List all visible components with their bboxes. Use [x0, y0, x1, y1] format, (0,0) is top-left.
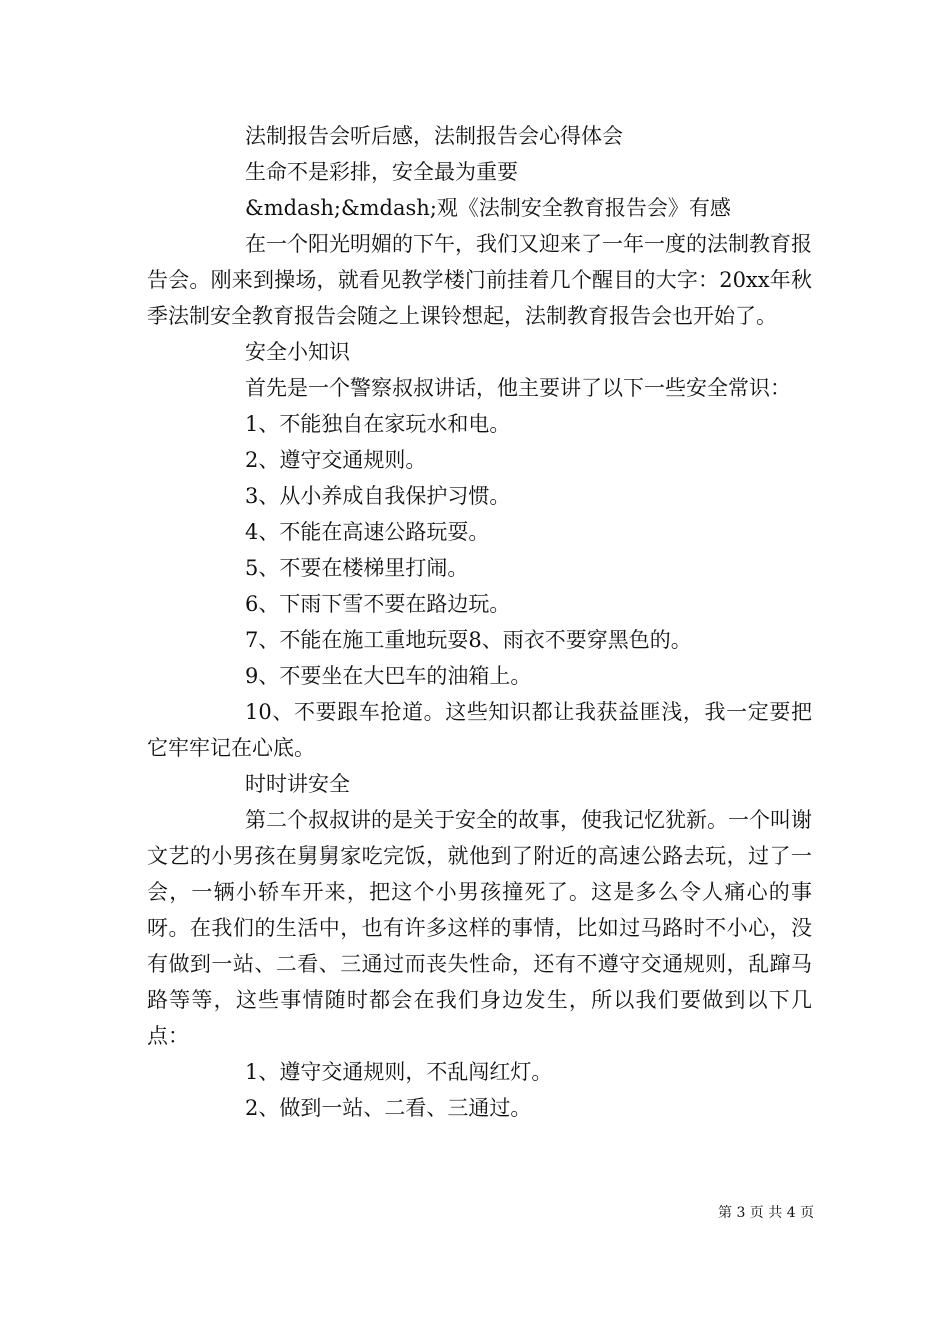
list-item: 3、从小养成自我保护习惯。 — [245, 484, 511, 508]
list-item: 10、不要跟车抢道。这些知识都让我获益匪浅，我一定要把它牢牢记在心底。 — [147, 700, 812, 760]
page-number-footer: 第 3 页 共 4 页 — [718, 1205, 815, 1221]
list-item: 7、不能在施工重地玩耍8、雨衣不要穿黑色的。 — [245, 628, 692, 652]
list-item: 2、遵守交通规则。 — [245, 448, 427, 472]
paragraph: 首先是一个警察叔叔讲话，他主要讲了以下一些安全常识： — [245, 376, 791, 400]
section-heading-always-safety: 时时讲安全 — [245, 772, 350, 796]
list-item: 9、不要坐在大巴车的油箱上。 — [245, 664, 532, 688]
list-item: 5、不要在楼梯里打闹。 — [245, 556, 469, 580]
list-item: 1、不能独自在家玩水和电。 — [245, 412, 511, 436]
document-body — [147, 118, 812, 1126]
doc-title: 法制报告会听后感，法制报告会心得体会 — [245, 124, 623, 148]
doc-subtitle-note: &mdash;&mdash;观《法制安全教育报告会》有感 — [245, 196, 731, 220]
list-item: 6、下雨下雪不要在路边玩。 — [245, 592, 511, 616]
list-item: 4、不能在高速公路玩耍。 — [245, 520, 490, 544]
list-item: 2、做到一站、二看、三通过。 — [245, 1096, 532, 1120]
story-paragraph: 第二个叔叔讲的是关于安全的故事，使我记忆犹新。一个叫谢文艺的小男孩在舅舅家吃完饭，就他到了附近的高速公路去玩，过了一会，一辆小轿车开来，把这个小男孩撞死了。这是多么令人痛心的事呀。在我们的生活中，也有许多这样的事情，比如过马路时不小心，没有做到一站、二看、三通过而丧失性命，还有不遵守交通规则，乱蹿马路等等，这些事情随时都会在我们身边发生，所以我们要做到以下几点： — [147, 808, 812, 1048]
intro-paragraph: 在一个阳光明媚的下午，我们又迎来了一年一度的法制教育报告会。刚来到操场，就看见教学楼门前挂着几个醒目的大字：20xx年秋季法制安全教育报告会随之上课铃想起，法制教育报告会也开始了。 — [147, 232, 812, 328]
doc-subtitle: 生命不是彩排，安全最为重要 — [245, 160, 518, 184]
list-item: 1、遵守交通规则，不乱闯红灯。 — [245, 1060, 553, 1084]
section-heading-safety-tips: 安全小知识 — [245, 340, 350, 364]
